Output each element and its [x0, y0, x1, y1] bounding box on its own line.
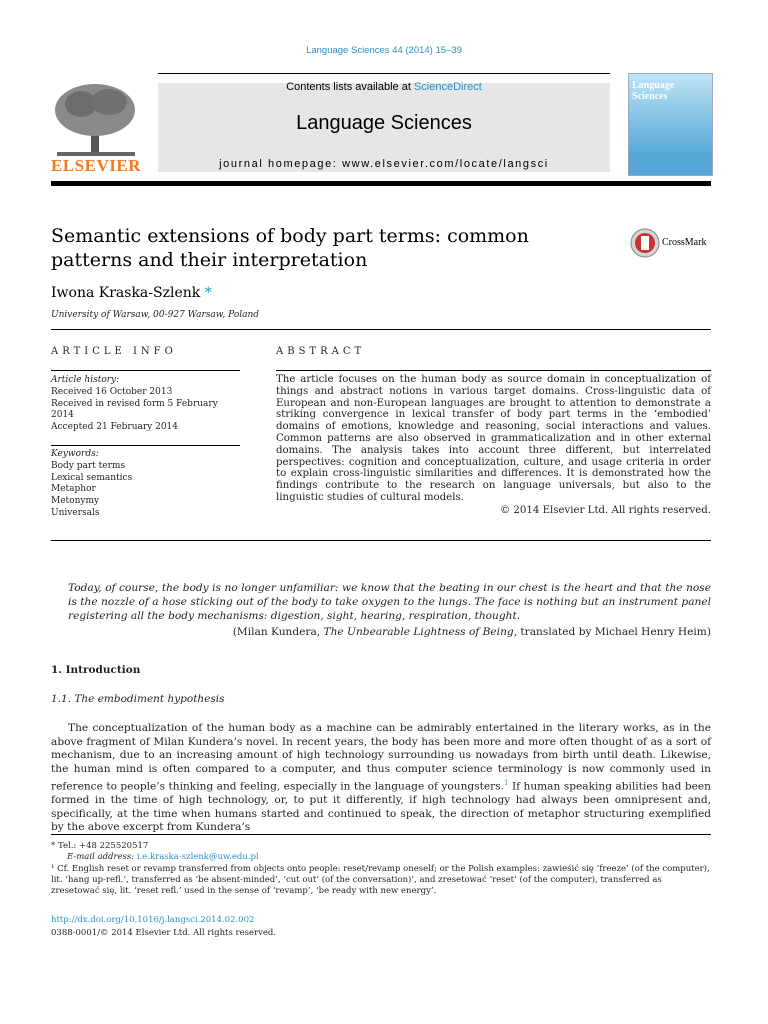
author-name — [51, 285, 212, 301]
keyword: Metaphor — [51, 484, 96, 495]
epigraph-quote: Today, of course, the body is no longer unfamiliar: we know that the beating in our chest is the heart and that the nose is the nozzle of a hose sticking out of the body to take oxygen to the lungs. The face is nothing but an instrument panel registering all the body mechanisms: digestion, sight, hearing, respiration, thought. — [68, 582, 711, 622]
footnote-divider — [51, 834, 711, 835]
attrib-open: (Milan Kundera, — [232, 626, 324, 638]
journal-citation[interactable]: Language Sciences 44 (2014) 15–39 — [306, 45, 462, 56]
paragraph — [51, 722, 711, 835]
divider — [276, 370, 711, 371]
history-item: Received in revised form 5 February 2014 — [51, 398, 218, 421]
abstract-heading: ABSTRACT — [276, 346, 366, 357]
attrib-close: , translated by Michael Henry Heim) — [513, 626, 711, 638]
sciencedirect-link[interactable]: ScienceDirect — [413, 81, 482, 93]
issn-line: 0388-0001/© 2014 Elsevier Ltd. All rights reserved. — [51, 928, 277, 938]
section-heading: 1. Introduction — [51, 664, 141, 676]
footnote-email — [51, 852, 711, 863]
subsection-heading: 1.1. The embodiment hypothesis — [51, 693, 225, 705]
footnote-ref[interactable]: 1 — [504, 778, 509, 787]
header-rule-top — [158, 73, 610, 74]
publisher-wordmark: ELSEVIER — [51, 156, 141, 175]
article-info-heading: ARTICLE INFO — [51, 346, 177, 357]
contents-line — [158, 81, 610, 93]
keyword: Lexical semantics — [51, 472, 133, 483]
journal-homepage[interactable]: journal homepage: www.elsevier.com/locate/langsci — [219, 158, 549, 170]
cover-title: Language Sciences — [632, 80, 675, 102]
abstract-text: The article focuses on the human body as source domain in conceptualization of things and abstract notions in various target domains. Cross-linguistic data of European and non-European languages are brought to attention to demonstrate a striking convergence in lexical transfer of body part terms in the ‘embodied’ domains of emotions, knowledge and reasoning, social interactions and values. Common patterns are also observed in grammaticalization and in other external domains. The analysis takes into account three different, but interrelated perspectives: cognition and conceptualization, culture, and usage criteria in order to explain cross-linguistic similarities and differences. It is demonstrated how the findings contribute to the research on language universals, but also to the linguistic studies of cultural models. — [276, 374, 711, 503]
crossmark-icon — [630, 228, 660, 258]
footnote-1: ¹ Cf. English reset or revamp transferred from objects onto people: reset/revamp oneself; or the Polish examples: zawieśić się ‘freeze’ (of the computer), lit. ‘hang up-refl.’, transferred as ‘be absent-minded’, ‘cut out’ (of the conversation)’, and zresetować ‘reset’ (of the computer), transferred as zresetować się, lit. ‘reset refl.’ used in the sense of ‘revamp’, ‘be ready with new energy’. — [51, 863, 710, 897]
divider — [51, 370, 240, 371]
divider — [51, 329, 711, 330]
email-link[interactable]: i.e.kraska-szlenk@uw.edu.pl — [136, 852, 259, 863]
keywords — [51, 449, 241, 520]
divider — [51, 445, 240, 446]
doi-link[interactable]: http://dx.doi.org/10.1016/j.langsci.2014.02.002 — [51, 915, 255, 925]
history-label: Article history: — [51, 375, 120, 385]
footnotes — [51, 841, 711, 897]
keyword: Universals — [51, 507, 100, 518]
body-text — [51, 722, 711, 835]
attrib-book-title: The Unbearable Lightness of Being — [323, 626, 514, 638]
history-item: Received 16 October 2013 — [51, 386, 173, 397]
journal-title: Language Sciences — [296, 112, 472, 134]
epigraph-attribution — [68, 626, 711, 638]
author-text: Iwona Kraska-Szlenk — [51, 285, 201, 301]
history-item: Accepted 21 February 2014 — [51, 422, 179, 433]
article-history — [51, 375, 241, 434]
divider — [51, 540, 711, 541]
abstract-copyright: © 2014 Elsevier Ltd. All rights reserved. — [499, 505, 711, 516]
footnote-tel: * Tel.: +48 225520517 — [51, 841, 149, 851]
crossmark-label: CrossMark — [662, 237, 707, 248]
article-title: Semantic extensions of body part terms: common patterns and their interpretation — [51, 225, 529, 271]
keyword: Body part terms — [51, 460, 126, 471]
contents-prefix: Contents lists available at — [286, 81, 414, 93]
keywords-label: Keywords: — [51, 449, 99, 459]
paragraph-text: If human speaking abilities had been formed in the time of high technology, or, to put it differently, if high technology had always been omnipresent and, specifically, at the time when humans started and continued to speak, the direction of metaphor structuring exemplified by the above excerpt from Kundera’s — [51, 780, 711, 834]
keyword: Metonymy — [51, 496, 100, 507]
author-affiliation: University of Warsaw, 00-927 Warsaw, Poland — [51, 310, 260, 320]
author-footnote-mark[interactable]: * — [204, 285, 212, 301]
email-label: E-mail address: — [67, 852, 137, 863]
paragraph-text: The conceptualization of the human body as a machine can be admirably entertained in the literary works, as in the above fragment of Milan Kundera’s novel. In recent years, the body has been more and more often thought of as a sort of mechanism, due to an increasing amount of high technology surrounding us nowadays from birth until death. Likewise, the human mind is often compared to a computer, and thus computer science terminology is now commonly used in reference to people’s thinking and feeling, especially in the language of youngsters. — [51, 722, 711, 793]
header-rule-thick — [51, 181, 711, 186]
